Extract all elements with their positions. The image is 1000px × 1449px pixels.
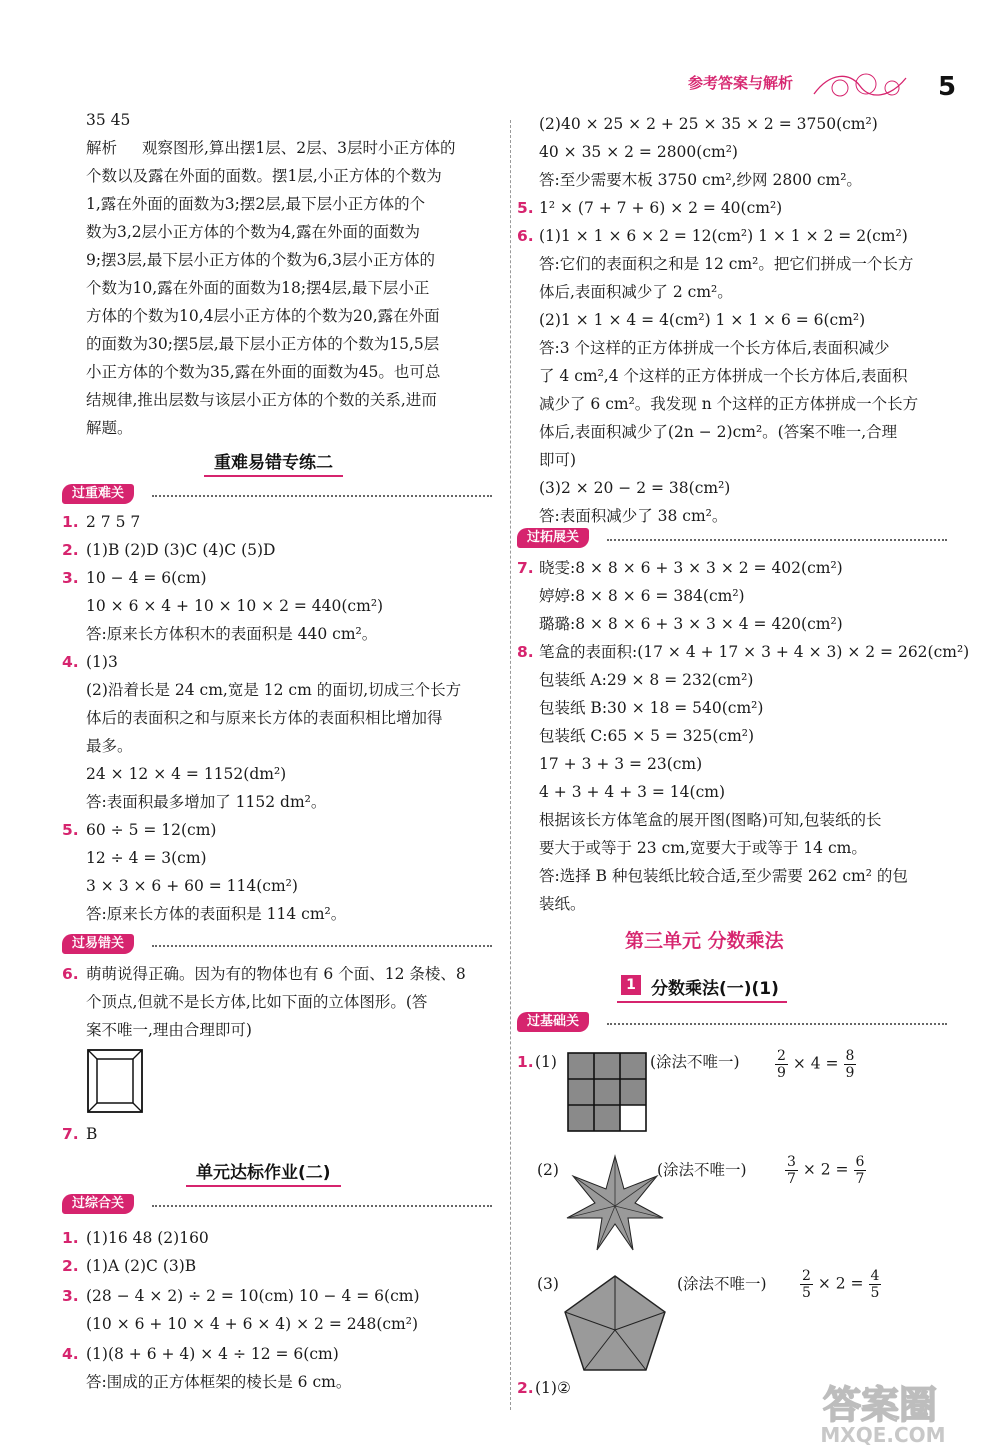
analysis-line: 观察图形,算出摆1层、2层、3层时小正方体的	[142, 139, 456, 157]
numerator: 8	[845, 1048, 855, 1064]
fraction-equation	[785, 1154, 866, 1187]
answer-text: 1² × (7 + 7 + 6) × 2 = 40(cm²)	[539, 199, 783, 217]
answer-text: 答:围成的正方体框架的棱长是 6 cm。	[86, 1373, 352, 1391]
answer-text: (1)(8 + 6 + 4) × 4 ÷ 12 = 6(cm)	[86, 1345, 339, 1363]
answer-text: 装纸。	[539, 895, 586, 913]
analysis-line: 个数为10,露在外面的面数为18;摆4层,最下层小正	[86, 279, 430, 297]
fraction-equation	[800, 1268, 881, 1301]
answer-text: 答:表面积减少了 38 cm²。	[539, 507, 728, 525]
answer-text: (28 − 4 × 2) ÷ 2 = 10(cm) 10 − 4 = 6(cm)	[86, 1287, 420, 1305]
section-title: 单元达标作业(二)	[186, 1156, 341, 1187]
answer-text: 最多。	[86, 737, 133, 755]
section-tag	[62, 934, 494, 956]
answer-text: (2)沿着长是 24 cm,宽是 12 cm 的面切,切成三个长方	[86, 681, 462, 699]
tag-label: 过易错关	[62, 934, 134, 954]
question-number: 1.	[62, 1229, 79, 1247]
answer-text: 璐璐:8 × 8 × 6 + 3 × 3 × 4 = 420(cm²)	[539, 615, 843, 633]
note-text: (涂法不唯一)	[677, 1275, 767, 1293]
watermark-logo	[775, 1378, 990, 1446]
question-number: 5.	[62, 821, 79, 839]
answer-text: 体后,表面积减少了(2n − 2)cm²。(答案不唯一,合理	[539, 423, 898, 441]
answer-text: 答:选择 B 种包装纸比较合适,至少需要 262 cm² 的包	[539, 867, 908, 885]
answer-text: 包装纸 C:65 × 5 = 325(cm²)	[539, 727, 755, 745]
answer-text: 包装纸 A:29 × 8 = 232(cm²)	[539, 671, 754, 689]
operator-text: × 2 =	[817, 1274, 864, 1293]
question-number: 1.	[517, 1053, 534, 1071]
answer-text: 答:原来长方体积木的表面积是 440 cm²。	[86, 625, 378, 643]
answer-text: 60 ÷ 5 = 12(cm)	[86, 821, 217, 839]
fraction	[785, 1154, 798, 1187]
fraction	[854, 1154, 867, 1187]
answer-text: 案不唯一,理由合理即可)	[86, 1021, 252, 1039]
answer-text: 体后,表面积减少了 2 cm²。	[539, 283, 733, 301]
question-number: 5.	[517, 199, 534, 217]
answer-text: 减少了 6 cm²。我发现 n 个这样的正方体拼成一个长方	[539, 395, 919, 413]
question-number: 7.	[517, 559, 534, 577]
answer-text: 体后的表面积之和与原来长方体的表面积相比增加得	[86, 709, 443, 727]
analysis-line: 数为3,2层小正方体的个数为4,露在外面的面数为	[86, 223, 420, 241]
pentagon-figure-icon	[563, 1274, 667, 1372]
answer-text: (1)1 × 1 × 6 × 2 = 12(cm²) 1 × 1 × 2 = 2(cm²)	[539, 227, 908, 245]
fraction	[800, 1268, 813, 1301]
answer-text: 笔盒的表面积:(17 × 4 + 17 × 3 + 4 × 3) × 2 = 262(cm²)	[539, 643, 970, 661]
question-number: 6.	[62, 965, 79, 983]
numerator: 3	[787, 1154, 796, 1170]
question-number: 2.	[62, 541, 79, 559]
tag-label: 过综合关	[62, 1194, 134, 1214]
answer-text: (1)16 48 (2)160	[86, 1229, 209, 1247]
denominator: 5	[802, 1285, 811, 1301]
answer-text: (2)1 × 1 × 4 = 4(cm²) 1 × 1 × 6 = 6(cm²)	[539, 311, 866, 329]
frame-figure-icon	[86, 1048, 146, 1116]
analysis-label: 解析	[86, 139, 118, 157]
question-number: 3.	[62, 1287, 79, 1305]
fraction	[869, 1268, 882, 1301]
numerator: 4	[870, 1268, 880, 1284]
answer-text: 根据该长方体笔盒的展开图(图略)可知,包装纸的长	[539, 811, 882, 829]
subquestion-label: (1)	[535, 1053, 557, 1071]
question-number: 3.	[62, 569, 79, 587]
answer-text: (2)40 × 25 × 2 + 25 × 35 × 2 = 3750(cm²)	[539, 115, 878, 133]
dotted-divider	[152, 495, 492, 497]
operator-text: × 4 =	[792, 1054, 839, 1073]
dotted-divider	[607, 539, 947, 541]
unit-title: 第三单元 分数乘法	[625, 930, 784, 952]
fraction-equation	[775, 1048, 856, 1081]
section-title: 重难易错专练二	[204, 446, 343, 477]
svg-text:MXQE.COM: MXQE.COM	[820, 1423, 946, 1446]
answer-text: (1)3	[86, 653, 118, 671]
answer-text: 即可)	[539, 451, 577, 469]
page-header	[640, 62, 970, 112]
numerator: 6	[855, 1154, 865, 1170]
analysis-line: 的面数为30;摆5层,最下层小正方体的个数为15,5层	[86, 335, 440, 353]
answer-text: 晓雯:8 × 8 × 6 + 3 × 3 × 2 = 402(cm²)	[539, 559, 843, 577]
lesson-number: 1	[621, 975, 641, 995]
tag-label: 过拓展关	[517, 528, 589, 548]
answer-text: 24 × 12 × 4 = 1152(dm²)	[86, 765, 287, 783]
denominator: 7	[787, 1171, 796, 1187]
lesson-title	[617, 972, 787, 1003]
section-tag	[62, 484, 494, 506]
question-number: 2.	[517, 1379, 534, 1397]
answer-text: 个顶点,但就不是长方体,比如下面的立体图形。(答	[86, 993, 428, 1011]
numerator: 2	[802, 1268, 811, 1284]
question-number: 4.	[62, 653, 79, 671]
column-divider	[510, 120, 511, 1410]
star-figure-icon	[565, 1154, 665, 1252]
answer-text: 婷婷:8 × 8 × 6 = 384(cm²)	[539, 587, 745, 605]
answer-text: 17 + 3 + 3 = 23(cm)	[539, 755, 703, 773]
analysis-line: 个数以及露在外面的面数。摆1层,小正方体的个数为	[86, 167, 442, 185]
question-number: 8.	[517, 643, 534, 661]
decorative-swirl-icon	[810, 68, 920, 102]
denominator: 7	[855, 1171, 865, 1187]
answer-text: 35 45	[86, 111, 131, 129]
analysis-line: 解题。	[86, 419, 133, 437]
denominator: 9	[777, 1065, 786, 1081]
fraction	[775, 1048, 788, 1081]
note-text: (涂法不唯一)	[657, 1161, 747, 1179]
answer-text: 4 + 3 + 4 + 3 = 14(cm)	[539, 783, 726, 801]
subquestion-label: (2)	[537, 1161, 559, 1179]
answer-text: 了 4 cm²,4 个这样的正方体拼成一个长方体后,表面积	[539, 367, 908, 385]
section-tag	[62, 1194, 494, 1216]
analysis-line: 结规律,推出层数与该层小正方体的个数的关系,进而	[86, 391, 437, 409]
answer-text: 答:3 个这样的正方体拼成一个长方体后,表面积减少	[539, 339, 890, 357]
answer-text: 10 − 4 = 6(cm)	[86, 569, 207, 587]
dotted-divider	[152, 945, 492, 947]
analysis-line: 方体的个数为10,4层小正方体的个数为20,露在外面	[86, 307, 440, 325]
fraction	[844, 1048, 857, 1081]
numerator: 2	[777, 1048, 786, 1064]
question-number: 2.	[62, 1257, 79, 1275]
svg-text:答案圈: 答案圈	[822, 1383, 938, 1427]
answer-text: (1)②	[535, 1379, 571, 1397]
note-text: (涂法不唯一)	[650, 1053, 740, 1071]
answer-text: 答:它们的表面积之和是 12 cm²。把它们拼成一个长方	[539, 255, 914, 273]
denominator: 9	[845, 1065, 855, 1081]
header-title: 参考答案与解析	[688, 74, 794, 92]
answer-text: (1)A (2)C (3)B	[86, 1257, 197, 1275]
question-number: 4.	[62, 1345, 79, 1363]
grid-figure-icon	[567, 1052, 647, 1132]
question-number: 7.	[62, 1125, 79, 1143]
page-number: 5	[938, 72, 957, 102]
answer-text: 2 7 5 7	[86, 513, 141, 531]
answer-text: 答:表面积最多增加了 1152 dm²。	[86, 793, 327, 811]
lesson-title-text: 分数乘法(一)(1)	[651, 979, 779, 999]
analysis-line: 9;摆3层,最下层小正方体的个数为6,3层小正方体的	[86, 251, 436, 269]
analysis-line: 1,露在外面的面数为3;摆2层,最下层小正方体的个	[86, 195, 426, 213]
section-tag	[517, 1012, 949, 1034]
dotted-divider	[152, 1205, 492, 1207]
section-tag	[517, 528, 949, 550]
analysis-line: 小正方体的个数为35,露在外面的面数为45。也可总	[86, 363, 441, 381]
tag-label: 过基础关	[517, 1012, 589, 1032]
answer-text: 答:原来长方体的表面积是 114 cm²。	[86, 905, 347, 923]
operator-text: × 2 =	[802, 1160, 849, 1179]
answer-text: (1)B (2)D (3)C (4)C (5)D	[86, 541, 276, 559]
question-number: 1.	[62, 513, 79, 531]
answer-text: 要大于或等于 23 cm,宽要大于或等于 14 cm。	[539, 839, 867, 857]
answer-text: 3 × 3 × 6 + 60 = 114(cm²)	[86, 877, 298, 895]
answer-text: B	[86, 1125, 98, 1143]
dotted-divider	[607, 1023, 947, 1025]
answer-text: 12 ÷ 4 = 3(cm)	[86, 849, 207, 867]
answer-text: (3)2 × 20 − 2 = 38(cm²)	[539, 479, 731, 497]
answer-text: 答:至少需要木板 3750 cm²,纱网 2800 cm²。	[539, 171, 862, 189]
answer-text: (10 × 6 + 10 × 4 + 6 × 4) × 2 = 248(cm²)	[86, 1315, 419, 1333]
tag-label: 过重难关	[62, 484, 134, 504]
answer-text: 40 × 35 × 2 = 2800(cm²)	[539, 143, 738, 161]
answer-text: 萌萌说得正确。因为有的物体也有 6 个面、12 条棱、8	[86, 965, 466, 983]
subquestion-label: (3)	[537, 1275, 559, 1293]
question-number: 6.	[517, 227, 534, 245]
denominator: 5	[870, 1285, 880, 1301]
answer-text: 包装纸 B:30 × 18 = 540(cm²)	[539, 699, 764, 717]
answer-text: 10 × 6 × 4 + 10 × 10 × 2 = 440(cm²)	[86, 597, 384, 615]
